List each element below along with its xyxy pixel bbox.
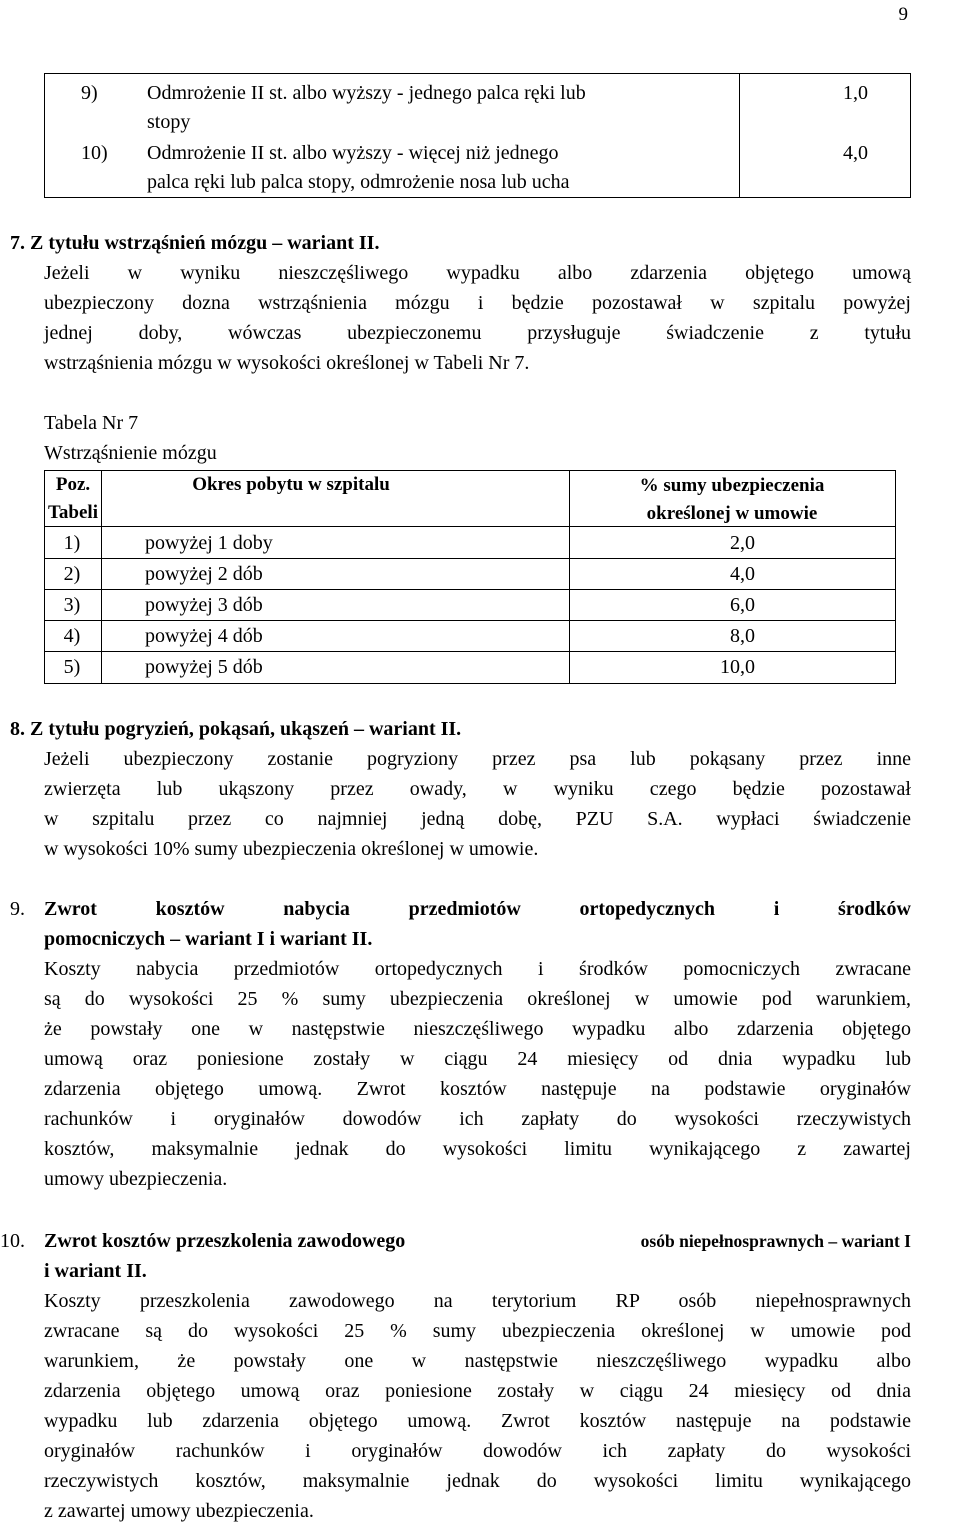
section-7-heading: 7. Z tytułu wstrząśnień mózgu – wariant II. (10, 232, 380, 254)
paragraph-line: ubezpieczony dozna wstrząśnienia mózgu i będzie pozostawał w szpitalu powyżej (44, 292, 911, 314)
section-9-heading: pomocniczych – wariant I i wariant II. (44, 928, 373, 950)
section-10-number: 10. (0, 1230, 25, 1252)
row-period: powyżej 3 dób (145, 594, 263, 616)
row-position: 1) (63, 532, 81, 554)
row-period: powyżej 1 doby (145, 532, 273, 554)
row-value: 10,0 (720, 656, 755, 678)
paragraph-line: oryginałów rachunków i oryginałów dowodów ich zapłaty do wysokości (44, 1440, 911, 1462)
paragraph-line: Jeżeli ubezpieczony zostanie pogryziony przez psa lub pokąsany przez inne (44, 748, 911, 770)
row-description-line: stopy (147, 111, 191, 133)
row-number: 9) (81, 82, 98, 104)
section-10-heading (44, 1226, 911, 1256)
concussion-table (44, 470, 896, 684)
page-number: 9 (898, 4, 908, 25)
row-period: powyżej 2 dób (145, 563, 263, 585)
row-value: 2,0 (730, 532, 755, 554)
row-description-line: Odmrożenie II st. albo wyższy - więcej niż jednego (147, 142, 559, 164)
paragraph-line: w szpitalu przez co najmniej jedną dobę, PZU S.A. wypłaci świadczenie (44, 808, 911, 830)
injury-table (44, 73, 911, 198)
paragraph-line: Jeżeli w wyniku nieszczęśliwego wypadku albo zdarzenia objętego umową (44, 262, 911, 284)
row-period: powyżej 5 dób (145, 656, 263, 678)
section-10-heading-main: Zwrot kosztów przeszkolenia zawodowego (44, 1230, 406, 1252)
paragraph-line: że powstały one w następstwie nieszczęśliwego wypadku albo zdarzenia objętego (44, 1018, 911, 1040)
paragraph-line: z zawartej umowy ubezpieczenia. (44, 1500, 314, 1522)
paragraph-line: są do wysokości 25 % sumy ubezpieczenia określonej w umowie pod warunkiem, (44, 988, 911, 1010)
paragraph-line: warunkiem, że powstały one w następstwie nieszczęśliwego wypadku albo (44, 1350, 911, 1372)
row-value: 8,0 (730, 625, 755, 647)
row-description-line: palca ręki lub palca stopy, odmrożenie nosa lub ucha (147, 171, 570, 193)
paragraph-line: Koszty przeszkolenia zawodowego na terytorium RP osób niepełnosprawnych (44, 1290, 911, 1312)
row-value: 1,0 (843, 82, 868, 104)
paragraph-line: zdarzenia objętego umową oraz poniesione zostały w ciągu 24 miesięcy od dnia (44, 1380, 911, 1402)
paragraph-line: zwracane są do wysokości 25 % sumy ubezpieczenia określonej w umowie pod (44, 1320, 911, 1342)
table-caption: Tabela Nr 7 (44, 412, 139, 434)
table-title: Wstrząśnienie mózgu (44, 442, 217, 464)
row-position: 2) (63, 563, 81, 585)
section-9-number: 9. (10, 898, 25, 920)
row-value: 4,0 (730, 563, 755, 585)
paragraph-line: Koszty nabycia przedmiotów ortopedycznych i środków pomocniczych zwracane (44, 958, 911, 980)
section-9-heading: Zwrot kosztów nabycia przedmiotów ortopedycznych i środków (44, 898, 911, 920)
row-period: powyżej 4 dób (145, 625, 263, 647)
section-10-heading-sub: osób niepełnosprawnych – wariant I (640, 1231, 911, 1251)
paragraph-line: rachunków i oryginałów dowodów ich zapłaty do wysokości rzeczywistych (44, 1108, 911, 1130)
header-position: Poz. (55, 474, 91, 495)
paragraph-line: kosztów, maksymalnie jednak do wysokości limitu wynikającego z zawartej (44, 1138, 911, 1160)
paragraph-line: umową oraz poniesione zostały w ciągu 24 miesięcy od dnia wypadku lub (44, 1048, 911, 1070)
row-value: 6,0 (730, 594, 755, 616)
paragraph-line: zwierzęta lub ukąszony przez owady, w wyniku czego będzie pozostawał (44, 778, 911, 800)
paragraph-line: umowy ubezpieczenia. (44, 1168, 228, 1190)
paragraph-line: jednej doby, wówczas ubezpieczonemu przysługuje świadczenie z tytułu (44, 322, 911, 344)
paragraph-line: wstrząśnienia mózgu w wysokości określonej w Tabeli Nr 7. (44, 352, 530, 374)
row-number: 10) (81, 142, 108, 164)
header-period: Okres pobytu w szpitalu (192, 474, 390, 495)
paragraph-line: w wysokości 10% sumy ubezpieczenia określonej w umowie. (44, 838, 539, 860)
section-8-heading: 8. Z tytułu pogryzień, pokąsań, ukąszeń – wariant II. (10, 718, 462, 740)
header-position: Tabeli (48, 502, 98, 523)
row-value: 4,0 (843, 142, 868, 164)
header-percent: określonej w umowie (646, 503, 818, 524)
paragraph-line: zdarzenia objętego umową. Zwrot kosztów następuje na podstawie oryginałów (44, 1078, 911, 1100)
paragraph-line: wypadku lub zdarzenia objętego umową. Zwrot kosztów następuje na podstawie (44, 1410, 911, 1432)
paragraph-line: rzeczywistych kosztów, maksymalnie jednak do wysokości limitu wynikającego (44, 1470, 911, 1492)
row-description-line: Odmrożenie II st. albo wyższy - jednego palca ręki lub (147, 82, 586, 104)
row-position: 5) (63, 656, 81, 678)
row-position: 3) (63, 594, 81, 616)
header-percent: % sumy ubezpieczenia (639, 475, 825, 496)
table-column-divider (739, 74, 740, 197)
row-position: 4) (63, 625, 81, 647)
section-10-heading: i wariant II. (44, 1260, 147, 1282)
